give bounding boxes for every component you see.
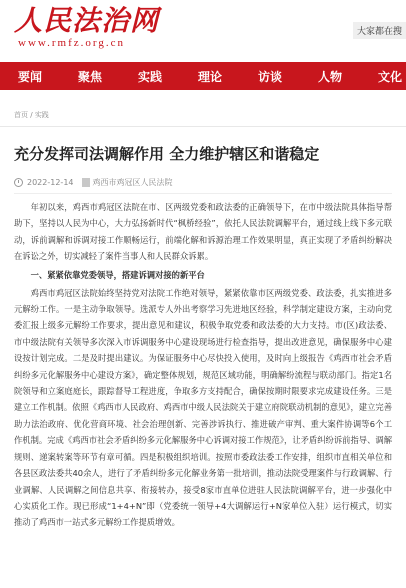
clock-icon: [14, 178, 23, 187]
article-title: 充分发挥司法调解作用 全力维护辖区和谐稳定: [14, 145, 320, 163]
main-nav: [0, 62, 406, 90]
nav-item-theory[interactable]: 理论: [197, 69, 222, 84]
breadcrumb-separator: /: [28, 111, 35, 119]
article-paragraph: 年初以来，鸡西市鸡冠区法院在市、区两级党委和政法委的正确领导下，在市中级法院具体指导帮助下，坚持以人民为中心，大力弘扬新时代“枫桥经验”，依托人民法院调解平台，通过线上线下多元联动，诉前调解和诉调对接工作顺畅运行，前端化解和诉源治理工作效果明显，真正实现了矛盾纠纷解决在诉讼之外，切实减轻了案件当事人和人民群众诉累。: [14, 202, 392, 262]
section-heading: 一、紧紧依靠党委领导，搭建诉调对接的新平台: [30, 269, 205, 280]
logo-chinese: 人民法治网: [14, 4, 160, 37]
nav-item-people[interactable]: 人物: [317, 69, 342, 84]
source-icon: [82, 178, 90, 187]
nav-item-focus[interactable]: 聚焦: [77, 69, 102, 84]
nav-item-practice[interactable]: 实践: [137, 69, 162, 84]
meta-divider: [14, 193, 392, 194]
site-logo[interactable]: [14, 6, 159, 50]
breadcrumb-home[interactable]: 首页: [14, 111, 28, 119]
article-meta: [14, 177, 173, 188]
article-source: 鸡西市鸡冠区人民法院: [92, 178, 173, 187]
article-date: 2022-12-14: [27, 178, 74, 187]
hot-search-label[interactable]: 大家都在搜: [353, 22, 406, 39]
breadcrumb: [0, 103, 406, 127]
site-header: [0, 0, 406, 62]
logo-url: www.rmfz.org.cn: [18, 37, 125, 49]
article-body: [14, 199, 392, 531]
article-paragraph: 鸡西市鸡冠区法院始终坚持党对法院工作绝对领导，紧紧依靠市区两级党委、政法委，扎实推进多元解纷工作。一是主动争取领导。选派专人外出考察学习先进地区经验，科学制定建设方案，主动向党委汇报上级多元解纷工作要求，提出意见和建议，积极争取党委和政法委的大力支持。市(区)政法委、市中级法院有关领导多次深入市诉调服务中心建设现场进行检查指导，提出改进意见，确保服务中心建设按计划完成。二是及时提出建议。为保证服务中心尽快投入使用，及时向上级报告《鸡西市社会矛盾纠纷多元化解服务中心建设方案》，确定整体规划，规范区域功能，明确解纷流程与联动部门。指定1名院领导和立案庭庭长，跟踪督导工程进度，争取多方支持配合，确保按期时限要求完成建设任务。三是建立工作机制。依照《鸡西市人民政府、鸡西市中级人民法院关于建立府院联动机制的意见》，建立完善助力法治政府、优化营商环境、社会治理创新、完善涉诉执行、推进破产审判、重大案件协调等6个工作机制。完成《鸡西市社会矛盾纠纷多元化解服务中心诉调对接工作规范》，让矛盾纠纷诉前指导、调解规则、递案转案等环节有章可循。四是积极组织培训。按照市委政法委工作安排，组织市直相关单位和各县区政法委共40余人，进行了矛盾纠纷多元化解业务第一批培训，推动法院受理案件与行政调解、行业调解、人民调解之间信息共享、衔接转办，接受8家市直单位进驻人民法院调解平台，进一步强化中心实质化工作。现已形成“1+4+N”即（党委统一领导+4大调解运行+N家单位入驻）运行模式，切实推动了鸡西市一站式多元解纷工作提质增效。: [14, 287, 392, 528]
nav-item-interview[interactable]: 访谈: [257, 69, 282, 84]
nav-item-culture[interactable]: 文化: [377, 69, 402, 84]
nav-item-news[interactable]: 要闻: [17, 69, 42, 84]
breadcrumb-current[interactable]: 实践: [34, 111, 49, 119]
